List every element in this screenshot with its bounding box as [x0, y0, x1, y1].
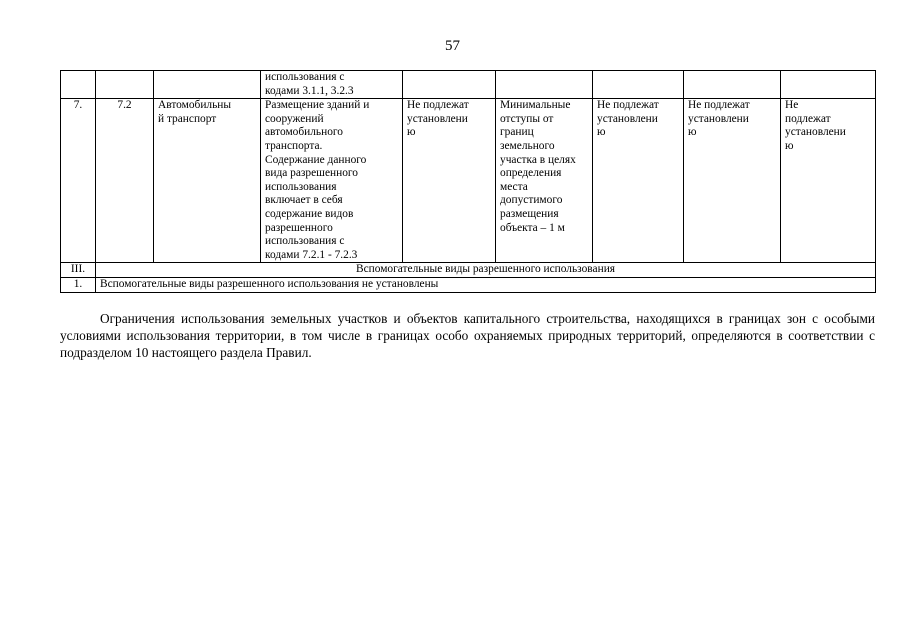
body-paragraph: Ограничения использования земельных участков и объектов капитального строительства, находящихся в границах зон с особыми условиями использования территории, в том числе в границах особо охраняемых природных территорий, определяются в соответствии с подразделом 10 настоящего раздела Правил.	[60, 311, 875, 360]
cell-use-name: Автомобильны й транспорт	[154, 99, 261, 263]
table-row-7	[61, 99, 876, 263]
cell-empty	[593, 71, 684, 99]
cell-parameter: Не подлежат установлени ю	[403, 99, 496, 263]
section-title: Вспомогательные виды разрешенного использования	[96, 263, 876, 278]
cell-description: Размещение зданий и сооружений автомобильного транспорта. Содержание данного вида разрешенного использования включает в себя содержание видов разрешенного использования с кодами 7.2.1 - 7.2.3	[261, 99, 403, 263]
cell-section-number: III.	[61, 263, 96, 278]
cell-use-code: 7.2	[96, 99, 154, 263]
cell-description: использования с кодами 3.1.1, 3.2.3	[261, 71, 403, 99]
land-use-table	[60, 70, 876, 293]
cell-empty	[403, 71, 496, 99]
cell-empty	[684, 71, 781, 99]
table-row-continuation	[61, 71, 876, 99]
cell-parameter: Не подлежат установлени ю	[781, 99, 876, 263]
cell-empty	[496, 71, 593, 99]
cell-parameter: Не подлежат установлени ю	[593, 99, 684, 263]
cell-note: Вспомогательные виды разрешенного использования не установлены	[96, 277, 876, 292]
cell-empty	[96, 71, 154, 99]
cell-row-number: 7.	[61, 99, 96, 263]
cell-row-number: 1.	[61, 277, 96, 292]
cell-parameter: Не подлежат установлени ю	[684, 99, 781, 263]
table-row-section-III-1	[61, 277, 876, 292]
cell-empty	[154, 71, 261, 99]
cell-empty	[781, 71, 876, 99]
cell-setback: Минимальные отступы от границ земельного участка в целях определения места допустимого размещения объекта – 1 м	[496, 99, 593, 263]
cell-empty	[61, 71, 96, 99]
page-number: 57	[445, 38, 460, 54]
table-row-section-III	[61, 263, 876, 278]
